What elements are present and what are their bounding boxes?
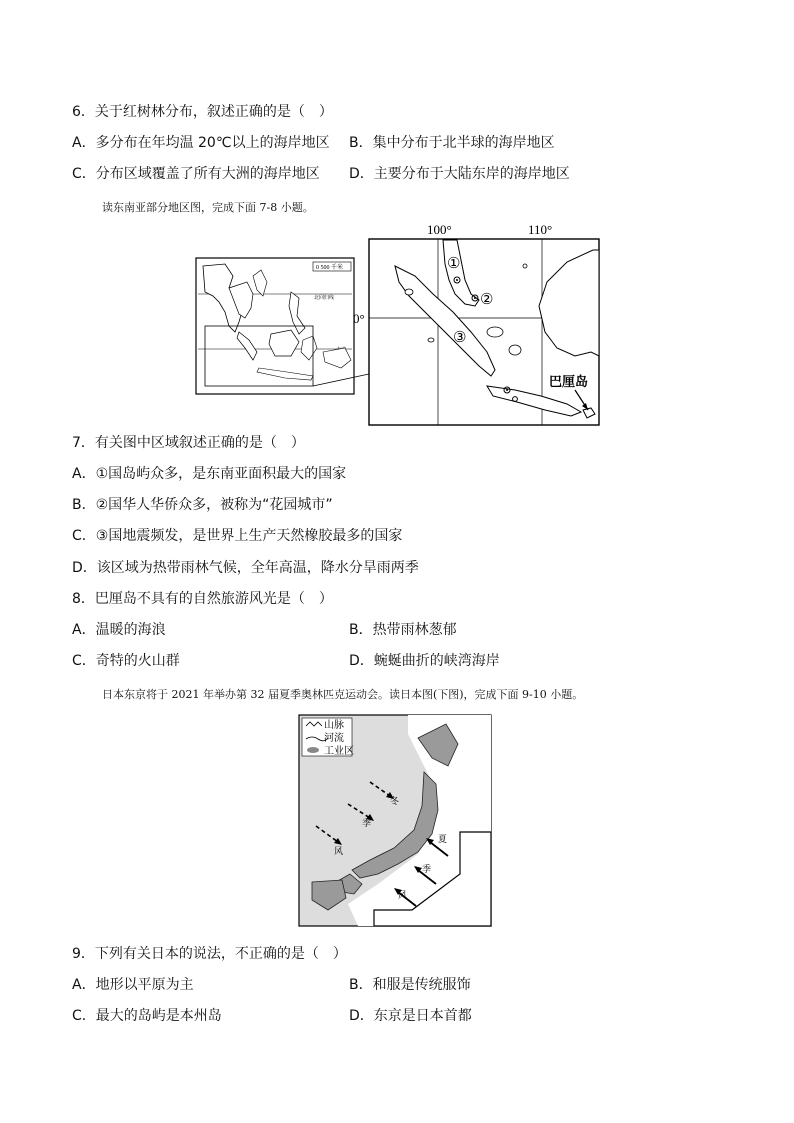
lon-110-label: 110° xyxy=(528,222,553,237)
q8-option-c: C．奇特的火山群 xyxy=(72,653,180,669)
q9-stem: 9．下列有关日本的说法，不正确的是（ ） xyxy=(72,946,347,962)
lat-0-label: 0° xyxy=(353,311,365,326)
intro-7-8: 读东南亚部分地区图，完成下面 7-8 小题。 xyxy=(102,201,314,214)
winter-label-1: 冬 xyxy=(390,796,400,806)
q6-stem: 6．关于红树林分布，叙述正确的是（ ） xyxy=(72,104,333,120)
winter-label-3: 风 xyxy=(334,846,344,856)
q8-option-d: D．蜿蜒曲折的峡湾海岸 xyxy=(349,653,500,669)
q8-option-a: A．温暖的海浪 xyxy=(72,622,166,638)
legend-river: 河流 xyxy=(324,733,344,744)
q6-option-a: A．多分布在年均温 20℃以上的海岸地区 xyxy=(72,135,330,151)
summer-label-2: 季 xyxy=(422,864,432,874)
summer-label-3: 风 xyxy=(398,890,408,900)
q9-option-c: C．最大的岛屿是本州岛 xyxy=(72,1008,222,1024)
marker-1-label: ① xyxy=(447,256,461,272)
inset-map xyxy=(196,258,369,394)
inset-scale-label: 0 500 千米 xyxy=(316,265,344,271)
q8-stem: 8．巴厘岛不具有的自然旅游风光是（ ） xyxy=(72,591,333,607)
marker-3-label: ③ xyxy=(453,330,467,346)
detail-map xyxy=(353,222,599,425)
legend-mountain: 山脉 xyxy=(324,720,344,731)
map-legend xyxy=(302,718,354,757)
legend-industry: 工业区 xyxy=(324,746,354,757)
q9-option-d: D．东京是日本首都 xyxy=(349,1008,472,1024)
lon-100-label: 100° xyxy=(427,222,452,237)
q6-option-b: B．集中分布于北半球的海岸地区 xyxy=(349,135,555,151)
q7-option-b: B．②国华人华侨众多，被称为“花园城市” xyxy=(72,497,333,513)
southeast-asia-map xyxy=(195,222,601,428)
q7-option-d: D．该区域为热带雨林气候，全年高温，降水分旱雨两季 xyxy=(72,560,419,576)
winter-label-2: 季 xyxy=(362,818,372,828)
bali-label: 巴厘岛 xyxy=(549,374,589,389)
q7-stem: 7．有关图中区域叙述正确的是（ ） xyxy=(72,435,305,451)
q9-option-b: B．和服是传统服饰 xyxy=(349,977,471,993)
q6-option-c: C．分布区域覆盖了所有大洲的海岸地区 xyxy=(72,166,320,182)
intro-9-10: 日本东京将于 2021 年举办第 32 届夏季奥林匹克运动会。读日本图(下图)，完成下面 9-10 小题。 xyxy=(102,688,584,701)
q8-option-b: B．热带雨林葱郁 xyxy=(349,622,457,638)
q9-option-a: A．地形以平原为主 xyxy=(72,977,194,993)
q6-option-d: D．主要分布于大陆东岸的海岸地区 xyxy=(349,166,570,182)
q7-option-a: A．①国岛屿众多，是东南亚面积最大的国家 xyxy=(72,466,347,482)
q7-option-c: C．③国地震频发，是世界上生产天然橡胶最多的国家 xyxy=(72,528,403,544)
inset-tropic-label: 北回归线 xyxy=(314,296,335,301)
japan-map xyxy=(298,714,492,927)
summer-label-1: 夏 xyxy=(438,834,448,844)
marker-2-label: ② xyxy=(480,292,494,308)
